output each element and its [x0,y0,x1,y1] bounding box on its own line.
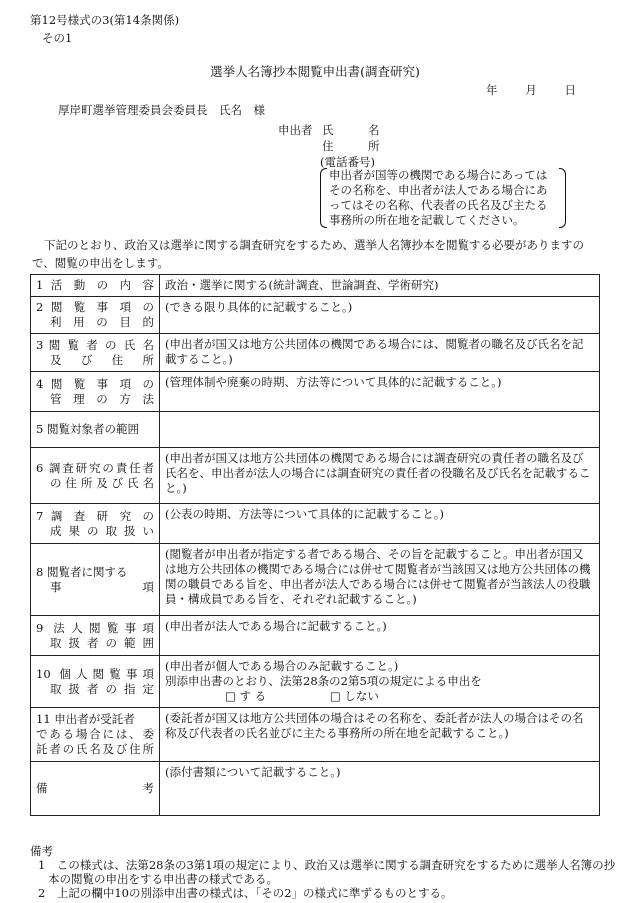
date-month-label: 月 [525,83,537,97]
row-label: 9 法人閲覧事項 取 扱 者 の 範 囲 [31,616,160,656]
table-row [31,297,600,334]
corporate-handler-field[interactable]: (申出者が法人である場合に記載すること。) [160,616,600,656]
row-label: 1 活 動 の 内 容 [31,275,160,297]
notes-section [30,844,620,900]
table-row [31,334,600,372]
consignor-field[interactable]: (委託者が国又は地方公共団体の場合はその名称を、委託者が法人の場合はその名称及び代表者の氏名並びに主たる事務所の所在地を記載すること。) [160,708,600,762]
table-row [31,656,600,708]
application-table [30,274,600,816]
row-label: 11 申出者が受託者 である場合には、委 託者の氏名及び住所 [31,708,160,762]
results-handling-field[interactable]: (公表の時期、方法等について具体的に記載すること。) [160,504,600,544]
target-range-field[interactable] [160,412,600,448]
activity-content-field[interactable]: 政治・選挙に関する(統計調査、世論調査、学術研究) [160,275,600,297]
row-label: 7 調 査 研 究 の 成 果 の 取 扱 い [31,504,160,544]
applicant-note: 申出者が国等の機関である場合にあってはその名称を、申出者が法人である場合にあってはその名称、代表者の氏名及び主たる事務所の所在地を記載してください。 [329,168,548,227]
management-method-field[interactable]: (管理体制や廃棄の時期、方法等について具体的に記載すること。) [160,372,600,412]
applicant-note-box [320,168,566,228]
purpose-field[interactable]: (できる限り具体的に記載すること。) [160,297,600,334]
date-line [486,82,576,98]
table-row [31,372,600,412]
applicant-address-label: 住 所 [322,139,380,153]
table-row [31,275,600,297]
date-day-label: 日 [564,83,576,97]
applicant-phone-label: (電話番号) [320,155,375,169]
table-row [31,544,600,616]
row-label: 5 閲覧対象者の範囲 [31,412,160,448]
row-label: 8 閲覧者に関する 事 項 [31,544,160,616]
research-lead-field[interactable]: (申出者が国又は地方公共団体の機関である場合には調査研究の責任者の職名及び氏名を、申出者が法人の場合には調査研究の責任者の役職名及び氏名を記載すること。) [160,448,600,504]
form-reference: 第12号様式の3(第14条関係) [30,13,180,27]
applicant-name-label: 氏 名 [322,123,380,137]
date-year-label: 年 [486,83,498,97]
intro-line-1: 下記のとおり、政治又は選挙に関する調査研究をするため、選挙人名簿抄本を閲覧する必要がありますの [44,238,585,252]
individual-handler-field: (申出者が個人である場合のみ記載すること。) 別添申出書のとおり、法第28条の2第5項の規定による申出を □ す る □ しない [160,656,600,708]
form-subreference: その1 [42,31,73,45]
row-label: 10 個人閲覧事項 取 扱 者 の 指 定 [31,656,160,708]
viewer-matters-field[interactable]: (閲覧者が申出者が指定する者である場合、その旨を記載すること。申出者が国又は地方公共団体の機関である場合には併せて閲覧者が当該国又は地方公共団体の機関の職員である旨を、申出者が法人である場合には併せて閲覧者が当該法人の役職員・構成員である旨を、それぞれ記載すること。) [160,544,600,616]
table-row [31,504,600,544]
table-row [31,616,600,656]
row-label: 6 調査研究の責任者 の住所及び氏名 [31,448,160,504]
table-row [31,708,600,762]
right-bracket [559,168,566,228]
table-row [31,762,600,816]
note-1: 1 この様式は、法第28条の3第1項の規定により、政治又は選挙に関する調査研究をするために選挙人名簿の抄本の閲覧の申出をする申出書の様式である。 [38,858,616,886]
viewer-name-address-field[interactable]: (申出者が国又は地方公共団体の機関である場合には、閲覧者の職名及び氏名を記載すること。) [160,334,600,372]
left-bracket [320,168,327,228]
row-label: 4 閲 覧 事 項 の 管 理 の 方 法 [31,372,160,412]
row-label: 備 考 [31,762,160,816]
form-title: 選挙人名簿抄本閲覧申出書(調査研究) [210,64,420,79]
notes-heading: 備考 [30,844,53,858]
table-row [31,412,600,448]
table-row [31,448,600,504]
addressee: 厚岸町選挙管理委員会委員長 氏名 様 [58,103,265,117]
checkbox-yes[interactable]: □ す る [225,689,267,703]
intro-paragraph [32,236,602,272]
row-label: 2 閲 覧 事 項 の 利 用 の 目 的 [31,297,160,334]
checkbox-no[interactable]: □ しない [329,689,379,703]
intro-line-2: で、閲覧の申出をします。 [32,256,169,270]
remarks-field[interactable]: (添付書類について記載すること。) [160,762,600,816]
applicant-label: 申出者 [278,123,313,137]
note-2: 2 上記の欄中10の別添申出書の様式は、「その2」の様式に準ずるものとする。 [38,886,453,900]
row-label: 3 閲 覧 者 の 氏 名 及 び 住 所 [31,334,160,372]
